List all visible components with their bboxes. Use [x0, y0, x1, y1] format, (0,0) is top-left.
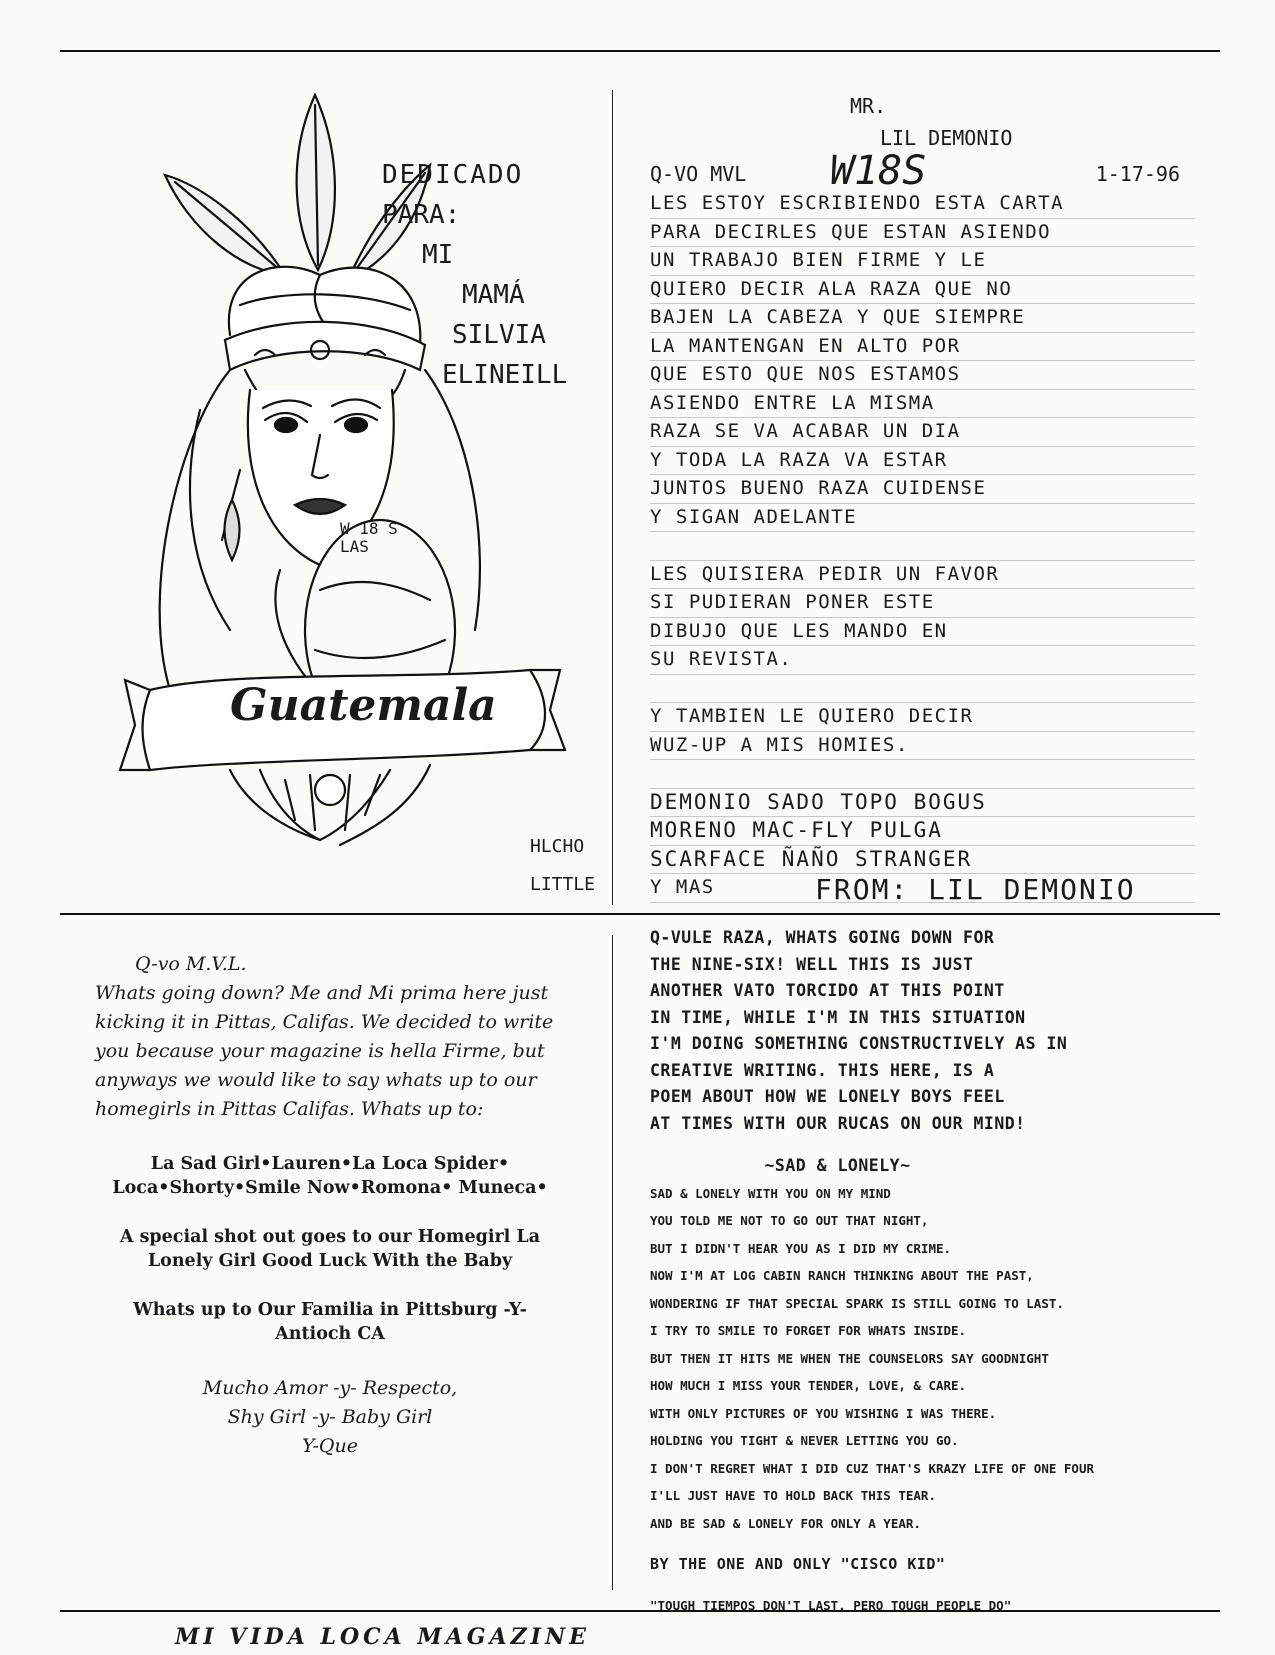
letter-line: MORENO MAC-FLY PULGA — [650, 817, 1195, 846]
intro-line: ANOTHER VATO TORCIDO AT THIS POINT — [650, 981, 1005, 1000]
letter-line: BAJEN LA CABEZA Y QUE SIEMPRE — [650, 304, 1195, 333]
poem-line: AND BE SAD & LONELY FOR ONLY A YEAR. — [650, 1515, 921, 1531]
tattoo-text — [340, 520, 398, 556]
title-line: LIL DEMONIO — [880, 126, 1013, 150]
familia-shout-out: Whats up to Our Familia in Pittsburg -Y- Antioch CA — [133, 1300, 527, 1344]
letter-line: LES QUISIERA PEDIR UN FAVOR — [650, 561, 1195, 590]
letter-line: LES ESTOY ESCRIBIENDO ESTA CARTA — [650, 190, 1195, 219]
letter-line: Y MAS — [650, 874, 1195, 903]
poem-line: I TRY TO SMILE TO FORGET FOR WHATS INSIDE. — [650, 1323, 967, 1338]
top-column-divider — [612, 90, 613, 905]
tattoo-line: LAS — [340, 537, 369, 556]
letter-line — [650, 532, 1195, 561]
letter-line: PARA DECIRLES QUE ESTAN ASIENDO — [650, 219, 1195, 248]
letter-line: Y TODA LA RAZA VA ESTAR — [650, 447, 1195, 476]
letter-line — [650, 760, 1195, 789]
letter-line: RAZA SE VA ACABAR UN DIA — [650, 418, 1195, 447]
letter-title — [850, 90, 1012, 154]
gang-tag: W18S — [830, 148, 927, 194]
letter-greeting: Q-VO MVL — [650, 162, 747, 186]
top-rule — [60, 50, 1220, 52]
poem-line: HOW MUCH I MISS YOUR TENDER, LOVE, & CARE. — [650, 1378, 967, 1393]
intro-line: Q-VULE RAZA, WHATS GOING DOWN FOR — [650, 928, 995, 947]
poem-line: SAD & LONELY WITH YOU ON MY MIND — [650, 1185, 891, 1201]
cisco-kid-letter — [650, 925, 1205, 1619]
letter-line: QUE ESTO QUE NOS ESTAMOS — [650, 361, 1195, 390]
middle-rule — [60, 913, 1220, 915]
intro-line: CREATIVE WRITING. THIS HERE, IS A — [650, 1060, 995, 1080]
dedication-line: PARA: — [382, 200, 461, 230]
dedication-line: ELINEILL — [442, 360, 568, 390]
letter-from: FROM: LIL DEMONIO — [815, 873, 1136, 906]
letter-line: QUIERO DECIR ALA RAZA QUE NO — [650, 276, 1195, 305]
shout-out-names: La Sad Girl•Lauren•La Loca Spider• Loca•Shorty•Smile Now•Romona• Muneca• — [112, 1154, 548, 1198]
special-shout-out: A special shot out goes to our Homegirl La Lonely Girl Good Luck With the Baby — [119, 1227, 541, 1271]
intro-line: I'M DOING SOMETHING CONSTRUCTIVELY AS IN — [650, 1034, 1068, 1053]
intro-line: IN TIME, WHILE I'M IN THIS SITUATION — [650, 1007, 1026, 1027]
artist-line: HLCHO — [530, 836, 585, 857]
intro-line: POEM ABOUT HOW WE LONELY BOYS FEEL — [650, 1087, 1005, 1106]
motto: "TOUGH TIEMPOS DON'T LAST. PERO TOUGH PEOPLE DO" — [650, 1597, 1012, 1613]
poem-body — [650, 1180, 1205, 1538]
letter-line: SCARFACE ÑAÑO STRANGER — [650, 846, 1195, 875]
poem-byline: BY THE ONE AND ONLY "CISCO KID" — [650, 1555, 946, 1573]
tattoo-line: W 18 S — [340, 519, 398, 538]
letter-line: LA MANTENGAN EN ALTO POR — [650, 333, 1195, 362]
letter-signoff — [95, 1374, 565, 1461]
poem-line: WITH ONLY PICTURES OF YOU WISHING I WAS THERE. — [650, 1405, 997, 1421]
title-line: MR. — [850, 94, 887, 118]
poem-line: I DON'T REGRET WHAT I DID CUZ THAT'S KRAZY LIFE OF ONE FOUR — [650, 1460, 1095, 1476]
letter-body — [650, 190, 1195, 903]
poem-line: WONDERING IF THAT SPECIAL SPARK IS STILL GOING TO LAST. — [650, 1295, 1064, 1311]
signoff-line: Y-Que — [302, 1435, 358, 1457]
letter-line: SI PUDIERAN PONER ESTE — [650, 589, 1195, 618]
poem-line: BUT THEN IT HITS ME WHEN THE COUNSELORS SAY GOODNIGHT — [650, 1350, 1049, 1366]
letter-line: DEMONIO SADO TOPO BOGUS — [650, 789, 1195, 818]
magazine-footer: MI VIDA LOCA MAGAZINE — [175, 1624, 590, 1650]
signoff-line: Mucho Amor -y- Respecto, — [202, 1377, 458, 1399]
poem-line: I'LL JUST HAVE TO HOLD BACK THIS TEAR. — [650, 1488, 936, 1503]
letter-line: SU REVISTA. — [650, 646, 1195, 675]
letter-line: JUNTOS BUENO RAZA CUIDENSE — [650, 475, 1195, 504]
poem-line: BUT I DIDN'T HEAR YOU AS I DID MY CRIME. — [650, 1240, 952, 1256]
banner-text: Guatemala — [230, 680, 497, 731]
dedication-line: MAMÁ — [462, 280, 525, 310]
poem-line: HOLDING YOU TIGHT & NEVER LETTING YOU GO. — [650, 1433, 959, 1448]
letter-line: ASIENDO ENTRE LA MISMA — [650, 390, 1195, 419]
bottom-column-divider — [612, 935, 613, 1590]
artist-line: LITTLE — [530, 874, 596, 895]
poem-line: YOU TOLD ME NOT TO GO OUT THAT NIGHT, — [650, 1213, 929, 1228]
letter-greeting: Q-vo M.V.L. — [135, 953, 247, 975]
intro-line: AT TIMES WITH OUR RUCAS ON OUR MIND! — [650, 1113, 1026, 1133]
letter-line — [650, 675, 1195, 704]
dedication-line: DEDICADO — [382, 160, 524, 190]
poem-title: ~SAD & LONELY~ — [764, 1156, 911, 1175]
letter-paragraph: Whats going down? Me and Mi prima here just kicking it in Pittas, Califas. We decided to write you because your magazine is hella Firme, but anyways we would like to say whats up to our homegirls in Pittas Califas. Whats up to: — [95, 982, 554, 1120]
poem-line: NOW I'M AT LOG CABIN RANCH THINKING ABOUT THE PAST, — [650, 1268, 1034, 1283]
letter-line: Y SIGAN ADELANTE — [650, 504, 1195, 533]
dedication-line: SILVIA — [452, 320, 546, 350]
dedication-line: MI — [422, 240, 454, 270]
artist-signature — [530, 828, 620, 904]
letter-line: UN TRABAJO BIEN FIRME Y LE — [650, 247, 1195, 276]
intro-line: THE NINE-SIX! WELL THIS IS JUST — [650, 954, 974, 974]
letter-date: 1-17-96 — [1095, 162, 1180, 186]
shy-girl-letter — [95, 950, 565, 1461]
letter-line: DIBUJO QUE LES MANDO EN — [650, 618, 1195, 647]
letter-intro — [650, 925, 1205, 1137]
letter-line: Y TAMBIEN LE QUIERO DECIR — [650, 703, 1195, 732]
signoff-line: Shy Girl -y- Baby Girl — [227, 1406, 433, 1428]
dedication — [382, 155, 602, 395]
letter-line: WUZ-UP A MIS HOMIES. — [650, 732, 1195, 761]
